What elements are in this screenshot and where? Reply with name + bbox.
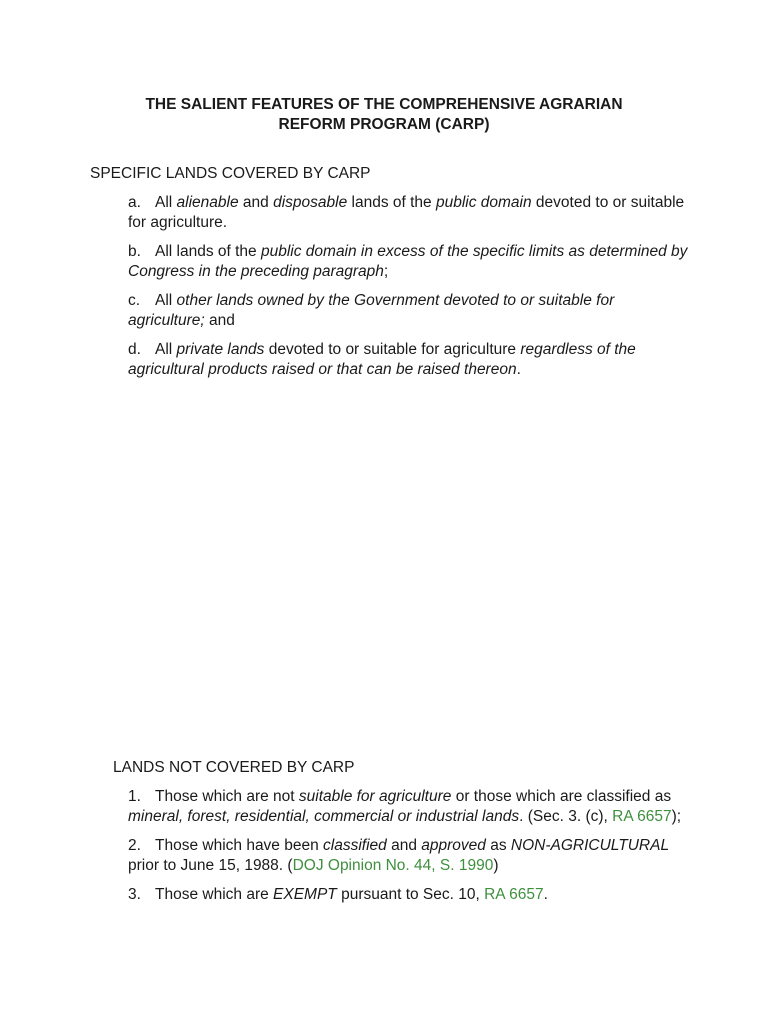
body-text: ; (383, 263, 389, 280)
emphasized-text: disposable (273, 194, 348, 211)
list-marker: 2. (128, 837, 141, 854)
body-text: devoted to or suitable for agriculture. (128, 194, 685, 231)
body-text: Those which have been (155, 837, 324, 854)
list-item (128, 885, 688, 905)
emphasized-text: suitable for agriculture (298, 788, 452, 805)
body-text: pursuant to Sec. 10, (336, 886, 485, 903)
body-text: devoted to or suitable for agriculture (264, 341, 521, 358)
body-text: All (155, 341, 177, 358)
not-covered-lands-list (128, 787, 688, 914)
body-text: All (155, 194, 177, 211)
covered-lands-heading: SPECIFIC LANDS COVERED BY CARP (90, 165, 371, 182)
emphasized-text: other lands owned by the Government devoted to or suitable for agriculture; (128, 292, 615, 329)
emphasized-text: public domain in excess of the specific limits as determined by Congress in the preceding paragraph (128, 243, 688, 280)
body-text: . (516, 361, 521, 378)
body-text: and (238, 194, 274, 211)
list-item (128, 291, 688, 331)
list-marker: a. (128, 194, 141, 211)
body-text: All lands of the (155, 243, 261, 260)
body-text: lands of the (347, 194, 436, 211)
list-item (128, 242, 688, 282)
reference-link[interactable]: RA 6657 (612, 808, 672, 825)
emphasized-text: mineral, forest, residential, commercial or industrial lands (128, 808, 520, 825)
body-text: All (155, 292, 177, 309)
reference-link[interactable]: DOJ Opinion No. 44, S. 1990 (292, 857, 494, 874)
emphasized-text: alienable (176, 194, 239, 211)
reference-link[interactable]: RA 6657 (484, 886, 544, 903)
emphasized-text: EXEMPT (273, 886, 337, 903)
body-text: Those which are (155, 886, 274, 903)
emphasized-text: approved (421, 837, 486, 854)
body-text: as (485, 837, 511, 854)
title-line-1: THE SALIENT FEATURES OF THE COMPREHENSIVE AGRARIAN (145, 96, 623, 113)
emphasized-text: public domain (435, 194, 532, 211)
list-item (128, 787, 688, 827)
list-marker: c. (128, 292, 141, 309)
list-marker: 3. (128, 886, 141, 903)
body-text: and (386, 837, 422, 854)
body-text: and (204, 312, 235, 329)
emphasized-text: regardless of the agricultural products raised or that can be raised thereon (128, 341, 636, 378)
emphasized-text: NON-AGRICULTURAL (510, 837, 670, 854)
list-item (128, 340, 688, 380)
emphasized-text: classified (323, 837, 387, 854)
document-title (84, 95, 684, 135)
title-line-2: REFORM PROGRAM (CARP) (278, 116, 490, 133)
body-text: . (543, 886, 548, 903)
covered-lands-list (128, 193, 688, 389)
list-marker: d. (128, 341, 141, 358)
list-item (128, 193, 688, 233)
list-item (128, 836, 688, 876)
body-text: ); (671, 808, 682, 825)
body-text: or those which are classified as (451, 788, 672, 805)
body-text: ) (493, 857, 499, 874)
body-text: prior to June 15, 1988. ( (128, 857, 293, 874)
not-covered-lands-heading: LANDS NOT COVERED BY CARP (113, 759, 355, 776)
list-marker: b. (128, 243, 141, 260)
emphasized-text: private lands (176, 341, 265, 358)
body-text: Those which are not (155, 788, 299, 805)
list-marker: 1. (128, 788, 141, 805)
body-text: . (Sec. 3. (c), (519, 808, 613, 825)
